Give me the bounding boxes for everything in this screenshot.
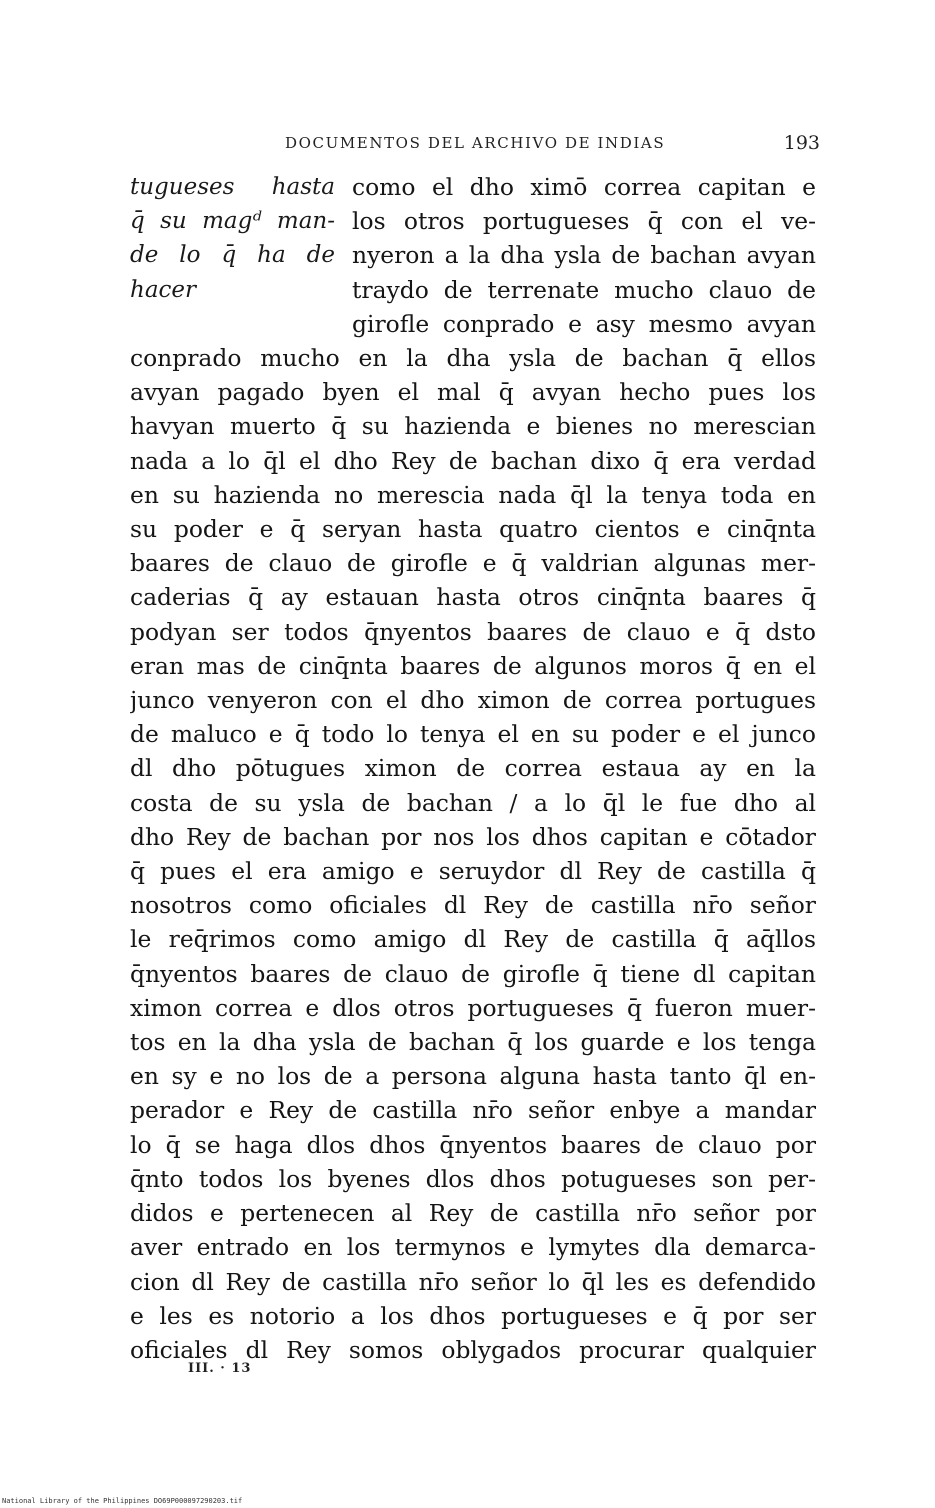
signature-mark: III. · 13: [188, 1361, 252, 1376]
text-line: conprado mucho en la dha ysla de bachan q̄ ellos: [130, 344, 816, 373]
body-text: [130, 170, 816, 1367]
text-line: perador e Rey de castilla nr̄o señor enbye a mandar: [130, 1096, 816, 1125]
text-line: nada a lo q̄l el dho Rey de bachan dixo q̄ era verdad: [130, 446, 816, 475]
text-line: q̄nto todos los byenes dlos dhos potugueses son per-: [130, 1164, 816, 1193]
text-line: avyan pagado byen el mal q̄ avyan hecho pues los: [130, 378, 816, 407]
text-line: q̄ pues el era amigo e seruydor dl Rey de castilla q̄: [130, 857, 816, 886]
text-line: baares de clauo de girofle e q̄ valdrian algunas mer-: [130, 549, 816, 578]
text-line: caderias q̄ ay estauan hasta otros cinq̄nta baares q̄: [130, 583, 816, 612]
text-line: oficiales dl Rey somos oblygados procurar qualquier: [130, 1335, 816, 1364]
text-line: en sy e no los de a persona alguna hasta tanto q̄l en-: [130, 1062, 816, 1091]
text-line: lo q̄ se haga dlos dhos q̄nyentos baares de clauo por: [130, 1130, 816, 1159]
scan-footer-note: National Library of the Philippines DO69P000097290203.tif: [2, 1497, 243, 1505]
text-line: como el dho ximō correa capitan e: [352, 173, 816, 201]
text-line: le req̄rimos como amigo dl Rey de castilla q̄ aq̄llos: [130, 925, 816, 954]
text-line: ximon correa e dlos otros portugueses q̄ fueron muer-: [130, 993, 816, 1022]
running-title: DOCUMENTOS DEL ARCHIVO DE INDIAS: [285, 134, 666, 152]
text-line: su poder e q̄ seryan hasta quatro cientos e cinq̄nta: [130, 515, 816, 544]
text-line: traydo de terrenate mucho clauo de: [352, 275, 816, 304]
text-line: dl dho pōtugues ximon de correa estaua ay en la: [130, 754, 816, 783]
text-line: e les es notorio a los dhos portugueses e q̄ por ser: [130, 1301, 816, 1330]
text-line: nyeron a la dha ysla de bachan avyan: [352, 241, 816, 270]
text-line: los otros portugueses q̄ con el ve-: [352, 207, 816, 236]
margin-note-line: q̄ su magᵈ man-: [130, 208, 335, 235]
text-line: podyan ser todos q̄nyentos baares de clauo e q̄ dsto: [130, 617, 816, 646]
text-line: q̄nyentos baares de clauo de girofle q̄ tiene dl capitan: [130, 959, 816, 988]
text-line: junco venyeron con el dho ximon de correa portugues: [130, 686, 816, 715]
margin-note-line: de lo q̄ ha de: [130, 242, 335, 269]
page-number: 193: [783, 132, 820, 154]
text-line: havyan muerto q̄ su hazienda e bienes no merescian: [130, 412, 816, 441]
margin-note-line: tugueses hasta: [130, 174, 335, 200]
text-line: didos e pertenecen al Rey de castilla nr̄o señor por: [130, 1199, 816, 1228]
text-line: cion dl Rey de castilla nr̄o señor lo q̄l les es defendido: [130, 1267, 816, 1296]
text-line: dho Rey de bachan por nos los dhos capitan e cōtador: [130, 822, 816, 851]
margin-note-line: hacer: [130, 276, 197, 303]
text-line: aver entrado en los termynos e lymytes dla demarca-: [130, 1233, 816, 1262]
text-line: costa de su ysla de bachan / a lo q̄l le fue dho al: [130, 788, 816, 817]
text-line: girofle conprado e asy mesmo avyan: [352, 309, 816, 338]
running-header: [285, 134, 820, 156]
text-line: de maluco e q̄ todo lo tenya el en su poder e el junco: [130, 720, 816, 749]
text-line: en su hazienda no merescia nada q̄l la tenya toda en: [130, 480, 816, 509]
text-line: eran mas de cinq̄nta baares de algunos moros q̄ en el: [130, 651, 816, 680]
text-line: tos en la dha ysla de bachan q̄ los guarde e los tenga: [130, 1028, 816, 1057]
text-line: nosotros como oficiales dl Rey de castilla nr̄o señor: [130, 891, 816, 920]
